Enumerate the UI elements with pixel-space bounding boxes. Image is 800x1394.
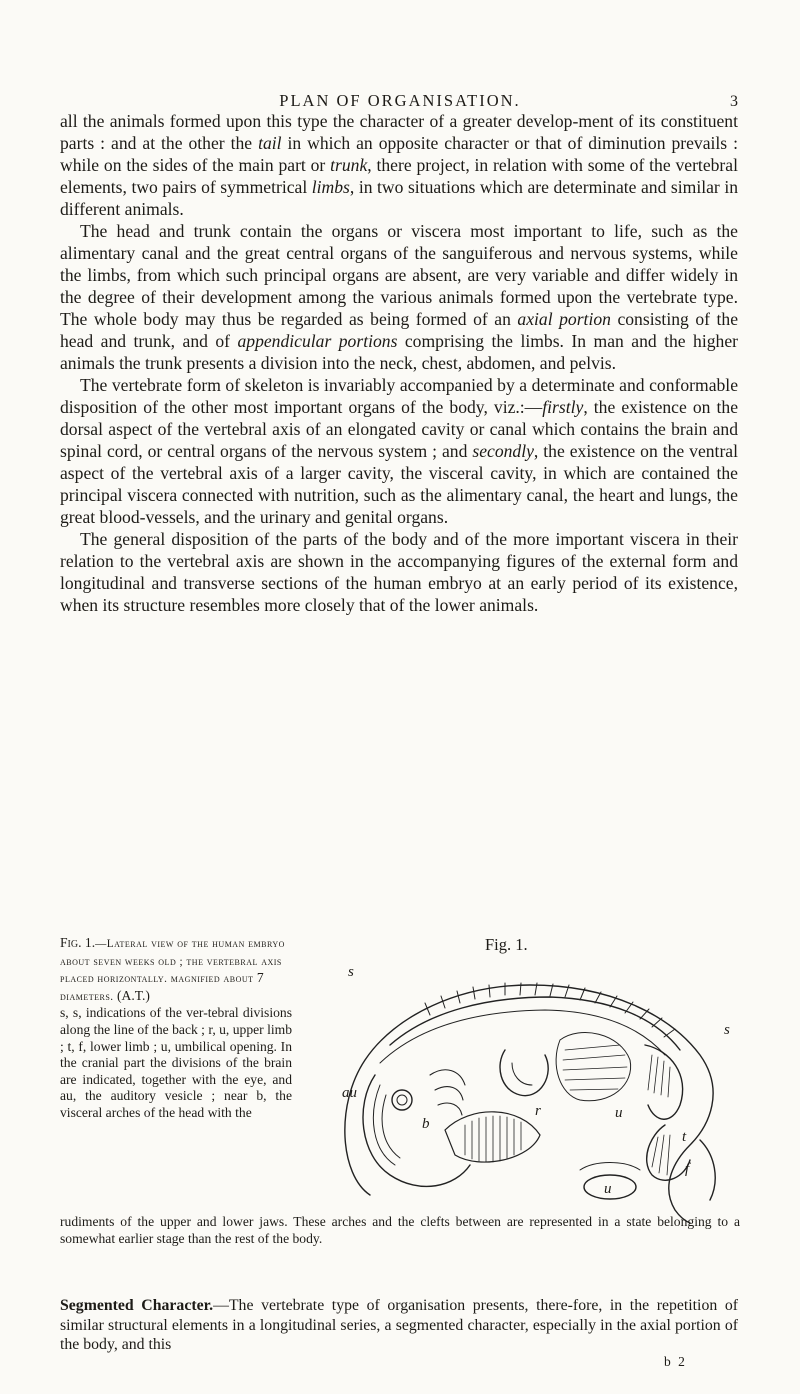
liver-mass bbox=[556, 1033, 631, 1101]
emphasis-limbs: limbs bbox=[311, 177, 350, 197]
section-segmented-character bbox=[60, 1296, 738, 1355]
embryo-illustration bbox=[280, 955, 740, 1230]
head-outline bbox=[363, 1075, 470, 1186]
paragraph-3: The vertebrate form of skeleton is invariably accompanied by a determinate and conformable disposition of the other most important organs of the body, viz.:—firstly, the existence on the dorsal aspect of the vertebral axis of an elongated cavity or canal which contains the brain and spinal cord, or central organs of the nervous system ; and secondly, the existence on the ventral aspect of the vertebral axis of a larger cavity, the visceral cavity, in which are contained the principal viscera connected with nutrition, such as the alimentary canal, the heart and lungs, the great blood-vessels, and the urinary and genital organs. bbox=[60, 375, 738, 527]
label-f: f bbox=[685, 1161, 690, 1177]
embryo-outline bbox=[345, 985, 713, 1223]
label-b: b bbox=[422, 1116, 430, 1132]
upper-limb bbox=[500, 1050, 548, 1096]
label-s-right: s bbox=[724, 1022, 730, 1038]
heart-bulge bbox=[445, 1112, 540, 1162]
caption-magnification: 7 bbox=[256, 970, 264, 986]
signature-mark: b 2 bbox=[664, 1354, 687, 1369]
eye bbox=[392, 1090, 412, 1110]
label-t: t bbox=[682, 1129, 687, 1145]
paragraph-1: all the animals formed upon this type the character of a greater develop-ment of its constituent parts : and at the other the tail in which an opposite character or that of diminution prevails : while on the sides of the main part or trunk, there project, in relation with some of the vertebral elements, two pairs of symmetrical limbs, in two situations which are determinate and similar in different animals. bbox=[60, 111, 738, 219]
page-number: 3 bbox=[730, 93, 738, 110]
paragraph-4: The general disposition of the parts of the body and of the more important viscera in their relation to the vertebral axis are shown in the accompanying figures of the external form and longitudinal and transverse sections of the human embryo at an early period of its existence, when its structure resembles more closely that of the lower animals. bbox=[60, 529, 738, 615]
section-heading: Segmented Character. bbox=[60, 1297, 214, 1314]
figure-caption bbox=[60, 935, 292, 1122]
emphasis-secondly: secondly bbox=[472, 441, 534, 461]
hind-region bbox=[645, 1045, 683, 1119]
label-u-umbilical: u bbox=[604, 1181, 612, 1197]
label-au: au bbox=[342, 1085, 357, 1101]
emphasis-tail: tail bbox=[258, 133, 282, 153]
caption-legend-continued: rudiments of the upper and lower jaws. These arches and the clefts between are represented in a state belonging to a somewhat earlier stage than the rest of the body. bbox=[60, 1214, 740, 1246]
label-u-upper: u bbox=[615, 1105, 623, 1121]
label-r: r bbox=[535, 1103, 541, 1119]
tail-curve bbox=[700, 1140, 715, 1200]
running-head: PLAN OF ORGANISATION. bbox=[279, 91, 521, 110]
emphasis-firstly: firstly bbox=[542, 397, 584, 417]
caption-legend: s, s, indications of the ver-tebral divisions along the line of the back ; r, u, upper limb ; t, f, lower limb ; u, umbilical opening. In the cranial part the divisions of the brain are indicated, together with the eye, and au, the auditory vesicle ; near b, the visceral arches of the head with the bbox=[60, 1005, 292, 1120]
figure-section bbox=[60, 935, 740, 1245]
emphasis-axial-portion: axial portion bbox=[517, 309, 611, 329]
label-s-top: s bbox=[348, 964, 354, 980]
caption-credit: (A.T.) bbox=[113, 987, 150, 1003]
emphasis-trunk: trunk bbox=[330, 155, 368, 175]
emphasis-appendicular-portions: appendicular portions bbox=[237, 331, 398, 351]
main-text bbox=[60, 110, 738, 616]
visceral-arches bbox=[430, 1070, 465, 1115]
figure-label: Fig. 1. bbox=[485, 935, 528, 954]
caption-title-end: diameters. bbox=[60, 990, 114, 1003]
paragraph-2: The head and trunk contain the organs or viscera most important to life, such as the alimentary canal and the great central organs of the sanguiferous and nervous systems, while the limbs, from which such principal organs are absent, are very variable and differ widely in the degree of their development among the various animals formed upon the vertebrate type. The whole body may thus be regarded as being formed of an axial portion consisting of the head and trunk, and of appendicular portions comprising the limbs. In man and the higher animals the trunk presents a division into the neck, chest, abdomen, and pelvis. bbox=[60, 221, 739, 373]
caption-fig-number: Fig. 1. bbox=[60, 935, 96, 950]
section-text: —The vertebrate type of organisation presents, there-fore, in the repetition of similar structural elements in a longitudinal series, a segmented character, especially in the axial portion of the body, and this bbox=[60, 1297, 738, 1354]
caption-title: —Lateral view of the human embryo about seven weeks old ; the vertebral axis placed horizontally. magnified about bbox=[60, 938, 285, 986]
heart-hatching bbox=[465, 1116, 521, 1162]
